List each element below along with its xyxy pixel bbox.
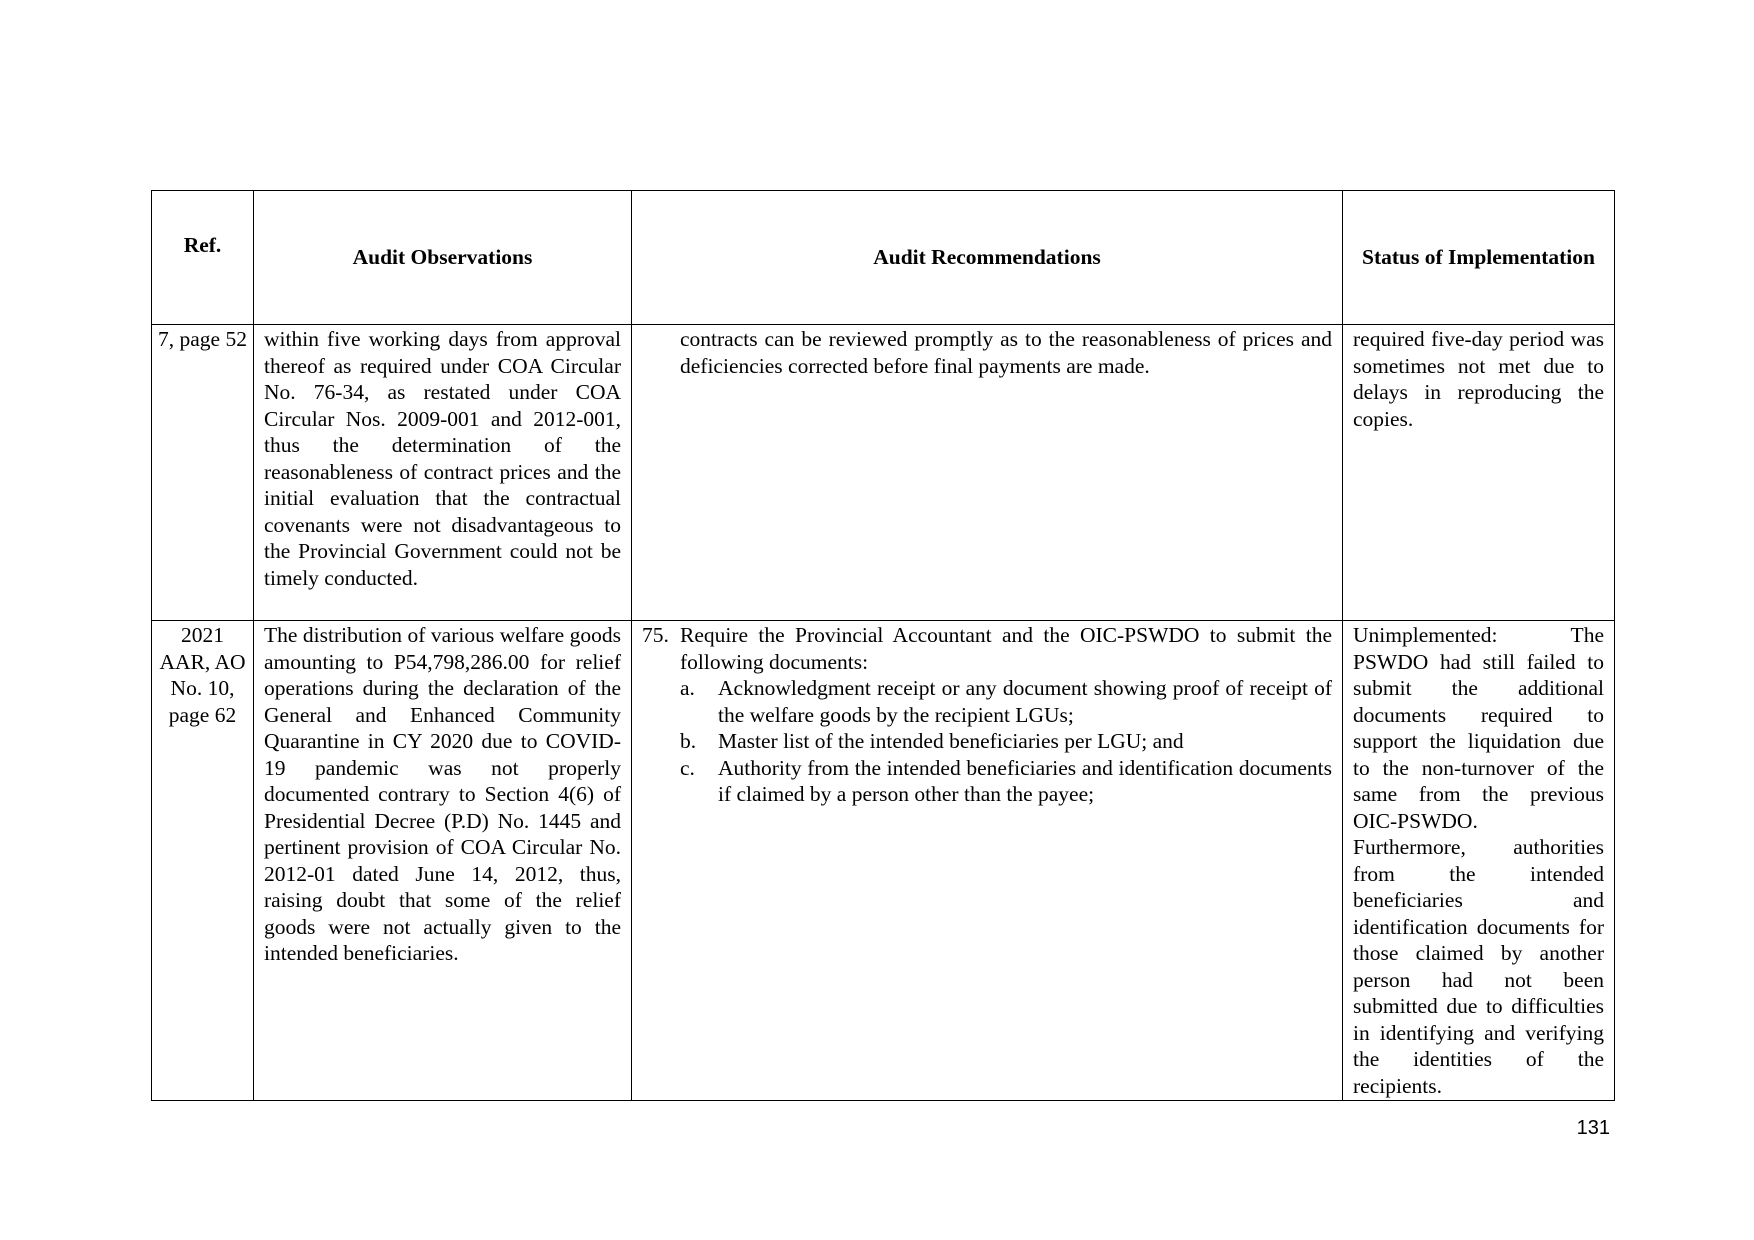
observation-cell: The distribution of various welfare goods amounting to P54,798,286.00 for relief operations during the declaration of the General and Enhanced Community Quarantine in CY 2020 due to COVID-19 pandemic was not properly documented contrary to Section 4(6) of Presidential Decree (P.D) No. 1445 and pertinent provision of COA Circular No. 2012-01 dated June 14, 2012, thus, raising doubt that some of the relief goods were not actually given to the intended beneficiaries.	[254, 621, 632, 1101]
list-item-text: Master list of the intended beneficiaries per LGU; and	[718, 729, 1184, 753]
list-item	[680, 728, 1332, 755]
table-row	[152, 325, 1615, 621]
audit-table	[151, 190, 1615, 1101]
status-cell: required five-day period was sometimes not met due to delays in reproducing the copies.	[1343, 325, 1615, 621]
header-ref: Ref.	[152, 191, 254, 325]
list-item-letter: c.	[680, 755, 695, 780]
header-recommendations: Audit Recommendations	[632, 191, 1343, 325]
header-row	[152, 191, 1615, 325]
observation-cell: within five working days from approval thereof as required under COA Circular No. 76-34, as restated under COA Circular Nos. 2009-001 and 2012-001, thus the determination of the reasonableness of contract prices and the initial evaluation that the contractual covenants were not disadvantageous to the Provincial Government could not be timely conducted.	[254, 325, 632, 621]
page-number: 131	[1576, 1117, 1610, 1139]
header-status: Status of Implementation	[1343, 191, 1615, 325]
table-row	[152, 621, 1615, 1101]
header-observations: Audit Observations	[254, 191, 632, 325]
status-cell	[1343, 621, 1615, 1101]
recommendation-text: contracts can be reviewed promptly as to the reasonableness of prices and deficiencies corrected before final payments are made.	[680, 327, 1332, 378]
list-item	[680, 755, 1332, 808]
list-item	[680, 675, 1332, 728]
ref-cell: 2021 AAR, AO No. 10, page 62	[152, 621, 254, 1101]
list-item-text: Authority from the intended beneficiaries and identification documents if claimed by a person other than the payee;	[718, 755, 1332, 806]
list-item-letter: b.	[680, 729, 697, 753]
status-text: Unimplemented: The PSWDO had still failed to submit the additional documents required to support the liquidation due to the non-turnover of the same from the previous OIC-PSWDO.	[1353, 623, 1604, 833]
recommendation-item	[642, 622, 1332, 675]
list-item-letter: a.	[680, 676, 695, 700]
ref-cell: 7, page 52	[152, 325, 254, 621]
recommendation-cell	[632, 325, 1343, 621]
recommendation-cell	[632, 621, 1343, 1101]
recommendation-sublist	[642, 675, 1332, 808]
recommendation-text: Require the Provincial Accountant and the OIC-PSWDO to submit the following documents:	[680, 623, 1332, 674]
recommendation-number: 75.	[642, 623, 669, 647]
list-item-text: Acknowledgment receipt or any document showing proof of receipt of the welfare goods by the recipient LGUs;	[718, 676, 1332, 727]
status-text: Furthermore, authorities from the intended beneficiaries and identification documents for those claimed by another person had not been submitted due to difficulties in identifying and verifying the identities of the recipients.	[1353, 835, 1604, 1098]
